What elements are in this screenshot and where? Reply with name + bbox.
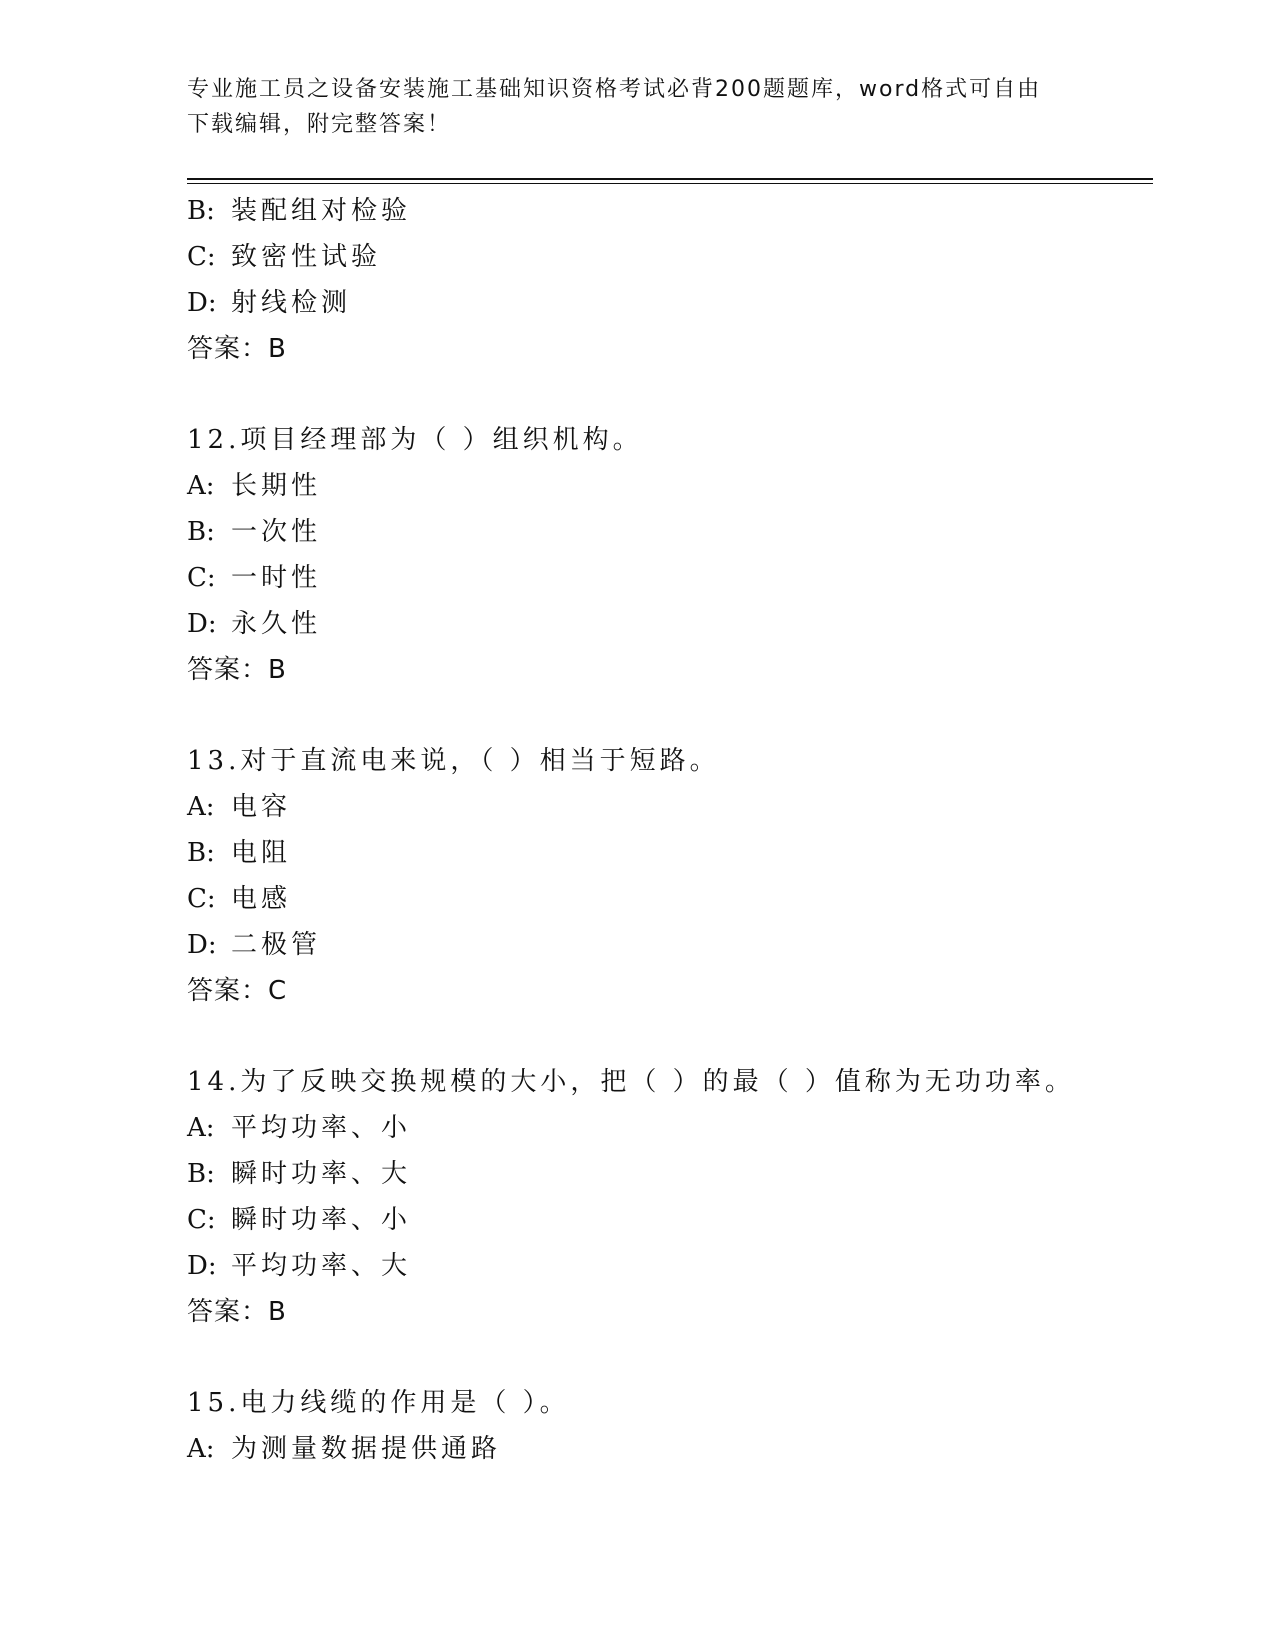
question-14 (187, 1059, 1153, 1335)
document-header (187, 72, 1067, 142)
question-carryover (187, 188, 1153, 372)
option-d: D: 射线检测 (187, 288, 352, 318)
question-stem: 14.为了反映交换规模的大小，把（ ）的最（ ）值称为无功功率。 (187, 1067, 1075, 1097)
header-divider-thick (187, 178, 1153, 180)
answer-line: 答案：C (187, 976, 288, 1006)
option-b: B: 装配组对检验 (187, 196, 412, 226)
answer-line: 答案：B (187, 655, 287, 685)
header-divider-thin (187, 183, 1153, 184)
answer-line: 答案：B (187, 334, 287, 364)
option-b: B: 电阻 (187, 838, 292, 868)
question-stem: 12.项目经理部为（ ）组织机构。 (187, 425, 643, 455)
question-13 (187, 738, 1153, 1014)
option-a: A: 长期性 (187, 471, 322, 501)
option-c: C: 致密性试验 (187, 242, 382, 272)
option-b: B: 瞬时功率、大 (187, 1159, 412, 1189)
question-12 (187, 417, 1153, 693)
option-d: D: 平均功率、大 (187, 1251, 412, 1281)
header-line-2: 下载编辑，附完整答案！ (187, 112, 452, 137)
option-d: D: 二极管 (187, 930, 322, 960)
question-15 (187, 1380, 1153, 1472)
option-a: A: 电容 (187, 792, 292, 822)
question-stem: 15.电力线缆的作用是（ ）。 (187, 1388, 570, 1418)
answer-line: 答案：B (187, 1297, 287, 1327)
option-d: D: 永久性 (187, 609, 322, 639)
option-c: C: 电感 (187, 884, 292, 914)
option-c: C: 一时性 (187, 563, 322, 593)
option-a: A: 为测量数据提供通路 (187, 1434, 502, 1464)
option-c: C: 瞬时功率、小 (187, 1205, 412, 1235)
question-stem: 13.对于直流电来说，（ ）相当于短路。 (187, 746, 720, 776)
option-b: B: 一次性 (187, 517, 322, 547)
header-line-1: 专业施工员之设备安装施工基础知识资格考试必背200题题库，word格式可自由 (187, 77, 1042, 102)
option-a: A: 平均功率、小 (187, 1113, 412, 1143)
question-list (187, 188, 1153, 1472)
